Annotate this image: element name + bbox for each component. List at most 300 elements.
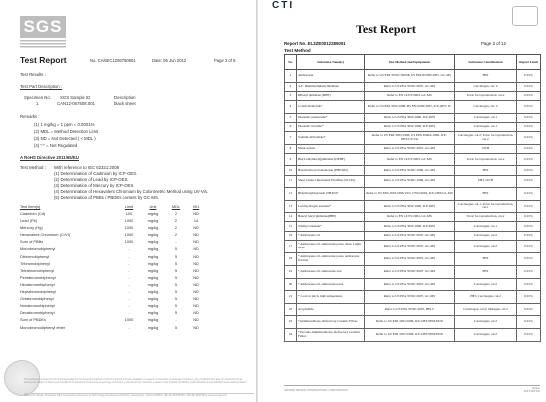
method-line: (1) Determination of Cadmium by ICP-OES. (54, 171, 138, 176)
classification-cell: Carcinogen, cat.1; Toxic for reproduction, cat.1 (455, 200, 517, 213)
limit-cell: 0.01% (517, 278, 541, 291)
table-row (285, 153, 541, 166)
table-row (285, 166, 541, 175)
classification-cell: PBT, Carcinogen, cat.2 (455, 291, 517, 304)
test-item-cell: Mercury (Hg) (20, 225, 43, 231)
col-mdl: MDL (171, 204, 181, 209)
substance-cell: * Anthracene oil, anthracene-low (297, 266, 365, 279)
remark-item: (2) MDL = Method Detection Limit (34, 129, 99, 134)
classification-cell: Carcinogen, cat.2 (455, 278, 517, 291)
col-limit: Report Limit (517, 55, 541, 70)
limit-cell: 0.01% (517, 329, 541, 342)
test-item-cell: Tribromobiphenyl (20, 260, 50, 266)
test-item-cell: Sum of PBBs (20, 239, 44, 245)
mdl-cell: 2 (174, 225, 178, 231)
classification-cell: PBT (455, 166, 517, 175)
result-cell: ND (193, 211, 199, 216)
method-line: (4) Determination of Hexavalent Chromium by Colorimetric Method using UV-Vis. (54, 189, 208, 194)
substance-cell: Dibutyl phthalate (DBP) (297, 91, 365, 100)
limit-cell: 0.01% (517, 213, 541, 222)
result-cell: ND (193, 267, 199, 273)
mdl-cell: 2 (174, 232, 178, 238)
no-cell: 5 (285, 113, 297, 122)
test-item-cell: Monobromobiphenyl (20, 246, 56, 252)
no-cell: 1 (285, 70, 297, 83)
table-row (285, 200, 541, 213)
limit-cell: 0.01% (517, 240, 541, 253)
sample-id-value: CAN12-067608.001 (57, 101, 95, 106)
no-cell: 14 (285, 213, 297, 222)
table-row (20, 281, 207, 288)
method-cell: Refer to US EPA 3052:1996/ BS EN14582:2007, ICP-OES/ IC (365, 100, 455, 113)
no-cell: 18 (285, 253, 297, 266)
substance-cell: Triethyl arsenate* (297, 222, 365, 231)
mdl-cell: 5 (174, 260, 178, 266)
table-row (20, 217, 207, 224)
description-header: Description (114, 95, 136, 100)
substance-cell: Acrylamide (297, 303, 365, 316)
report-date: Date: 06 Jun 2012 (152, 58, 187, 63)
substance-table (284, 54, 541, 342)
classification-cell: PBT (455, 70, 517, 83)
mdl-cell: 5 (174, 253, 178, 259)
table-row (20, 260, 207, 267)
terms-footer: This document is issued by the Company subject to its General Conditions of Service printed overleaf, available on request or accessible at www.sgs.com/terms_and_conditions.htm and, for electronic format documents, subject to Terms and Conditions for Electronic Documents at www.sgs.com/terms_e-document.htm. Attention is drawn to the limitation of liability, indemnification and jurisdiction issues defined therein. (24, 378, 248, 384)
remarks-label: Remarks : (20, 114, 40, 119)
mdl-cell: 2 (174, 218, 178, 224)
limit-cell: - (128, 310, 130, 316)
test-item-cell: Nonabromobiphenyl (20, 303, 55, 309)
mdl-cell: - (175, 317, 177, 323)
substance-cell: * Anthracene oil, anthracene paste, anthracene fraction (297, 253, 365, 266)
limit-cell: 0.01% (517, 166, 541, 175)
limit-cell: - (128, 324, 130, 330)
limit-cell: 0.01% (517, 144, 541, 153)
substance-cell: Sodium dichromate* (297, 131, 365, 144)
classification-cell: Carcinogen, cat.2; Toxic for reproduction, cat.2 (455, 131, 517, 144)
substance-cell: *Aluminosilicate, Refractory Ceramic Fibres (297, 316, 365, 329)
result-cell: ND (193, 232, 199, 238)
table-row (285, 213, 541, 222)
accreditation-mark (512, 6, 538, 26)
table-row (20, 316, 207, 323)
remark-item: (3) ND = Not Detected ( < MDL ) (34, 136, 96, 141)
substance-cell: * Anthracene oil, anthracene paste (297, 278, 365, 291)
no-cell: 21 (285, 291, 297, 304)
sgs-logo (20, 16, 66, 49)
table-row (20, 210, 207, 217)
no-cell: 13 (285, 200, 297, 213)
limit-cell: - (128, 296, 130, 302)
method-cell: Refer to US EPA 3052:1996, ICP-OES (365, 122, 455, 131)
hotline (524, 387, 540, 393)
method-cell: Refer to US EPA 3052:1996, ICP-OES/SEM-EDX (365, 329, 455, 342)
limit-cell: 0.01% (517, 91, 541, 100)
unit-cell: mg/kg (147, 303, 159, 309)
no-cell: 10 (285, 166, 297, 175)
classification-cell: Carcinogen, cat.2; Mutagen, cat.2 (455, 303, 517, 316)
result-cell: 14 (193, 218, 199, 224)
no-cell: 12 (285, 188, 297, 201)
no-cell: 22 (285, 303, 297, 316)
substance-cell: Diarsenic pentaoxide* (297, 113, 365, 122)
unit-cell: mg/kg (147, 253, 159, 259)
table-row (20, 253, 207, 260)
no-cell: 11 (285, 175, 297, 188)
results-table (20, 204, 207, 331)
specimen-value: 1 (36, 101, 39, 106)
substance-cell: Benzyl butyl phthalate(BBP) (297, 213, 365, 222)
mdl-cell: 5 (174, 324, 178, 330)
mdl-cell: 5 (174, 274, 178, 280)
method-cell: Refer to US EPA 3550C:2007, GC-MS (365, 144, 455, 153)
classification-cell: Carcinogen, cat.2 (455, 240, 517, 253)
limit-cell: - (128, 253, 130, 259)
method-cell: Refer to US EPA 3550C:2007, GC-MS (365, 291, 455, 304)
directive-heading: A RoHS Directive 2011/65/EU (20, 155, 79, 160)
table-row (20, 302, 207, 309)
sgs-logo-stripes (20, 40, 66, 48)
result-cell: ND (193, 260, 199, 266)
method-cell: Refer to EN 14372:2004, GC-MS (365, 153, 455, 166)
table-row (285, 303, 541, 316)
method-cell: Refer to EN 14372:2004, GC-MS (365, 91, 455, 100)
unit-cell: mg/kg (147, 260, 159, 266)
limit-cell: 0.01% (517, 82, 541, 91)
classification-cell: Carcinogen, cat.2 (455, 231, 517, 240)
classification-cell: Carcinogen, cat.1 (455, 122, 517, 131)
table-row (285, 113, 541, 122)
method-cell: Refer to US EPA 3550C:2007, GC-MS (365, 231, 455, 240)
substance-table-header (285, 55, 541, 70)
no-cell: 3 (285, 91, 297, 100)
col-result: 001 (192, 204, 200, 209)
classification-cell: Carcinogen, cat.1 (455, 113, 517, 122)
mdl-cell: 5 (174, 281, 178, 287)
classification-cell: Carcinogen, cat. 2 (455, 100, 517, 113)
sample-id-header: SGS Sample ID (60, 95, 91, 100)
limit-cell: - (128, 260, 130, 266)
limit-cell: 0.01% (517, 222, 541, 231)
method-cell: Refer to US EPA 3540C:1996, GC-MS (365, 175, 455, 188)
limit-cell: 1000 (124, 317, 134, 323)
table-row (285, 175, 541, 188)
no-cell: 7 (285, 131, 297, 144)
cti-report-page (258, 0, 546, 402)
table-row (285, 100, 541, 113)
col-substance: Substance Name(s) (297, 55, 365, 70)
test-results-label: Test Results : (20, 72, 46, 77)
result-cell: ND (193, 239, 199, 245)
test-item-cell: Monobromodiphenyl ether (20, 324, 66, 330)
limit-cell: - (128, 267, 130, 273)
table-row (20, 324, 207, 331)
method-cell: Refer to US EPA 3550C:2007, HPLC (365, 303, 455, 316)
substance-cell: * Anthracene oil (297, 231, 365, 240)
test-method-heading: Test Method (284, 48, 311, 53)
test-item-cell: Dibromobiphenyl (20, 253, 50, 259)
col-test-item: Test Item(s) (20, 204, 41, 209)
unit-cell: mg/kg (147, 310, 159, 316)
limit-cell: 0.01% (517, 231, 541, 240)
no-cell: 8 (285, 144, 297, 153)
unit-cell: mg/kg (147, 267, 159, 273)
limit-cell: 1000 (124, 232, 134, 238)
method-cell: Refer to US EPA 3550C:2007& US EPA 8270D:2007, GC-MS (365, 70, 455, 83)
classification-cell: PBT (455, 253, 517, 266)
limit-cell: 0.01% (517, 153, 541, 166)
substance-cell: Short Chain Chlorinated Paraffins (SCCPs) (297, 175, 365, 188)
limit-cell: - (128, 289, 130, 295)
no-cell: 15 (285, 222, 297, 231)
table-row (20, 309, 207, 316)
result-cell: ND (193, 274, 199, 280)
unit-cell: mg/kg (147, 218, 159, 224)
method-cell: Refer to US EPA 3052:1996, US EPA 3060A:1996, ICP-OES/UV-Vis (365, 131, 455, 144)
method-line: With reference to IEC 62321:2008 (54, 165, 119, 170)
report-number: No. CANEC1206760801 (90, 58, 136, 63)
limit-cell: 0.01% (517, 291, 541, 304)
limit-cell: 0.01% (517, 131, 541, 144)
substance-cell: Diarsenic trioxide* (297, 122, 365, 131)
test-item-cell: Cadmium (Cd) (20, 211, 46, 216)
table-row (285, 144, 541, 153)
method-cell: Refer to EN 14372:2004, GC-MS (365, 213, 455, 222)
test-item-cell: Heptabromobiphenyl (20, 289, 56, 295)
method-cell: Refer to US EPA 3052:1996, ICP-OES (365, 222, 455, 231)
report-title: Test Report (356, 22, 416, 36)
cti-logo: CTI (272, 0, 295, 11)
table-row (20, 288, 207, 295)
method-line: (3) Determination of Mercury by ICP-OES. (54, 183, 135, 188)
unit-cell: mg/kg (147, 289, 159, 295)
classification-cell: vPvB (455, 144, 517, 153)
hotline-label: Hotline (531, 387, 540, 390)
result-cell: ND (193, 296, 199, 302)
table-row (20, 224, 207, 231)
limit-cell: 1000 (124, 218, 134, 224)
test-item-cell: Hexavalent Chromium (CrVI) (20, 232, 70, 238)
no-cell: 19 (285, 266, 297, 279)
limit-cell: 0.01% (517, 188, 541, 201)
hotline-number: 400-6788-333 (523, 390, 540, 393)
cti-footer (284, 385, 540, 398)
result-cell: ND (193, 303, 199, 309)
table-row (20, 295, 207, 302)
test-item-cell: Lead (Pb) (20, 218, 38, 224)
method-line: (5) Determination of PBBs / PBDEs content by GC-MS. (54, 195, 160, 200)
page-title: Test Report (20, 55, 67, 65)
no-cell: 24 (285, 329, 297, 342)
table-row (285, 266, 541, 279)
unit-cell: mg/kg (147, 324, 159, 330)
table-row (285, 329, 541, 342)
method-line: (2) Determination of Lead by ICP-OES. (54, 177, 129, 182)
result-cell: ND (193, 310, 199, 316)
table-row (20, 245, 207, 252)
substance-cell: * Anthracene oil, anthracene paste, distn. Lights **** (297, 240, 365, 253)
no-cell: 16 (285, 231, 297, 240)
substance-cell: 4,4'- Diaminodiphenylmethane (297, 82, 365, 91)
table-row (20, 231, 207, 238)
no-cell: 4 (285, 100, 297, 113)
limit-cell: 0.01% (517, 316, 541, 329)
substance-cell: Musk xylene (297, 144, 365, 153)
mdl-cell: 5 (174, 310, 178, 316)
mdl-cell: 2 (174, 211, 178, 216)
limit-cell: 0.01% (517, 70, 541, 83)
unit-cell: mg/kg (147, 211, 159, 216)
table-row (285, 188, 541, 201)
table-row (285, 278, 541, 291)
classification-cell: Toxic for reproduction, cat.2 (455, 213, 517, 222)
limit-cell: 1000 (124, 225, 134, 231)
col-unit: Unit (149, 204, 157, 209)
substance-cell: Bis(2-ethylhexyl)phthalate (DEHP) (297, 153, 365, 166)
sgs-report-page (2, 0, 262, 402)
table-row (285, 222, 541, 231)
limit-cell: 0.01% (517, 113, 541, 122)
result-cell: ND (193, 281, 199, 287)
page-number: Page 2 of 8 (214, 58, 236, 63)
limit-cell: 0.01% (517, 175, 541, 188)
no-cell: 20 (285, 278, 297, 291)
limit-cell: 0.01% (517, 122, 541, 131)
mdl-cell: 5 (174, 246, 178, 252)
unit-cell: mg/kg (147, 317, 159, 323)
col-no: No. (285, 55, 297, 70)
unit-cell: mg/kg (147, 296, 159, 302)
method-cell: Refer to US EPA 3052:1996, ICP-OES (365, 200, 455, 213)
no-cell: 23 (285, 316, 297, 329)
specimen-header: Specimen No. (24, 95, 51, 100)
classification-cell: Toxic for reproduction, cat.2 (455, 153, 517, 166)
limit-cell: 100 (125, 211, 133, 216)
limit-cell: 0.01% (517, 200, 541, 213)
table-row (285, 91, 541, 100)
remark-item: (1) 1 mg/kg = 1 ppm = 0.0001% (34, 122, 95, 127)
classification-cell: PBT (455, 188, 517, 201)
unit-cell: mg/kg (147, 232, 159, 238)
method-cell: Refer to US EPA 3550C:2007, GC-MS (365, 266, 455, 279)
substance-cell: Hexabromocyclododecane (HBCDD) (297, 166, 365, 175)
method-cell: Refer to US EPA 3540C:1996, GC-MS (365, 166, 455, 175)
unit-cell: mg/kg (147, 274, 159, 280)
test-part-label: Test Part Description : (20, 84, 63, 89)
limit-cell: 0.01% (517, 100, 541, 113)
classification-cell: Carcinogen, cat.2 (455, 316, 517, 329)
table-row (20, 274, 207, 281)
limit-cell: - (128, 246, 130, 252)
test-item-cell: Decabromobiphenyl (20, 310, 55, 316)
limit-cell: - (128, 274, 130, 280)
test-item-cell: Octabromobiphenyl (20, 296, 54, 302)
substance-cell: Anthracene (297, 70, 365, 83)
classification-cell: Carcinogen, cat. 2 (455, 82, 517, 91)
classification-cell: Carcinogen, cat.2 (455, 329, 517, 342)
mdl-cell: - (175, 239, 177, 245)
classification-cell: PBT (455, 266, 517, 279)
table-row (285, 70, 541, 83)
no-cell: 6 (285, 122, 297, 131)
substance-cell: * Coal tar pitch, high temperature (297, 291, 365, 304)
result-cell: ND (193, 289, 199, 295)
result-cell: ND (193, 225, 199, 231)
table-row (285, 291, 541, 304)
result-cell: ND (193, 246, 199, 252)
page-number: Page 3 of 12 (481, 41, 506, 46)
method-cell: Refer to US EPA 3052:1996/ ISO 17353:2004, ICP-OES/GC-MS (365, 188, 455, 201)
limit-cell: - (128, 303, 130, 309)
no-cell: 2 (285, 82, 297, 91)
result-cell: ND (193, 253, 199, 259)
col-method: Test Method and Equipments (365, 55, 455, 70)
unit-cell: mg/kg (147, 239, 159, 245)
address-footer: 198 Kezhu Road, Scientech Park Guangzhou Economic & Technology Development District, Guangzhou, China 510663 t (86-20) 82155555 f (86-20) 82075113 www.cn.sgs.com (24, 393, 254, 398)
test-item-cell: Sum of PBDEs (20, 317, 46, 323)
classification-cell: Carcinogen, cat.1 (455, 222, 517, 231)
test-method-label: Test Method : (20, 165, 46, 170)
table-row (285, 82, 541, 91)
limit-cell: 0.01% (517, 266, 541, 279)
mdl-cell: 5 (174, 303, 178, 309)
no-cell: 17 (285, 240, 297, 253)
mdl-cell: 5 (174, 289, 178, 295)
result-cell: ND (193, 317, 199, 323)
method-cell: Refer to US EPA 3550C:2007, GC-MS (365, 253, 455, 266)
method-cell: Refer to US EPA 3550C:2007, GC-MS (365, 278, 455, 291)
method-cell: Refer to US EPA 3550C:2007, GC-MS (365, 240, 455, 253)
limit-cell: 1000 (124, 239, 134, 245)
table-row (285, 240, 541, 253)
company-name: CENTRE TESTING INTERNATIONAL CORPORATION (284, 389, 348, 392)
table-row (20, 267, 207, 274)
table-row (285, 122, 541, 131)
table-row (285, 253, 541, 266)
unit-cell: mg/kg (147, 225, 159, 231)
col-classification: Substance Classification (455, 55, 517, 70)
table-row (285, 131, 541, 144)
unit-cell: mg/kg (147, 246, 159, 252)
table-row (285, 316, 541, 329)
substance-cell: Cobalt dichloride* (297, 100, 365, 113)
result-cell: ND (193, 324, 199, 330)
remark-item: (4) "-" = Not Regulated (34, 143, 78, 148)
description-value: black sheet (114, 101, 136, 106)
method-cell: Refer to US EPA 3550C:2007, GC-MS (365, 82, 455, 91)
col-limit: Limit (124, 204, 134, 209)
substance-cell: Bis(tributyltin)oxide (TBTO)* (297, 188, 365, 201)
classification-cell: Toxic for reproduction, cat.2 (455, 91, 517, 100)
mdl-cell: 5 (174, 296, 178, 302)
method-cell: Refer to US EPA 3052:1996, ICP-OES (365, 113, 455, 122)
classification-cell: PBT, vPvB (455, 175, 517, 188)
substance-cell: Lead hydrogen arsenate* (297, 200, 365, 213)
limit-cell: 0.01% (517, 253, 541, 266)
test-item-cell: Pentabromobiphenyl (20, 274, 56, 280)
no-cell: 9 (285, 153, 297, 166)
substance-cell: *Zirconia Aluminosilicate, Refractory Ceramic Fibres (297, 329, 365, 342)
unit-cell: mg/kg (147, 281, 159, 287)
table-row (20, 238, 207, 245)
test-item-cell: Hexabromobiphenyl (20, 281, 55, 287)
limit-cell: - (128, 281, 130, 287)
limit-cell: 0.01% (517, 303, 541, 316)
mdl-cell: 5 (174, 267, 178, 273)
test-item-cell: Tetrabromobiphenyl (20, 267, 55, 273)
method-cell: Refer to US EPA 3052:1996, ICP-OES/SEM-EDX (365, 316, 455, 329)
report-number: Report No. EL3ZE0012285001 (284, 41, 346, 46)
